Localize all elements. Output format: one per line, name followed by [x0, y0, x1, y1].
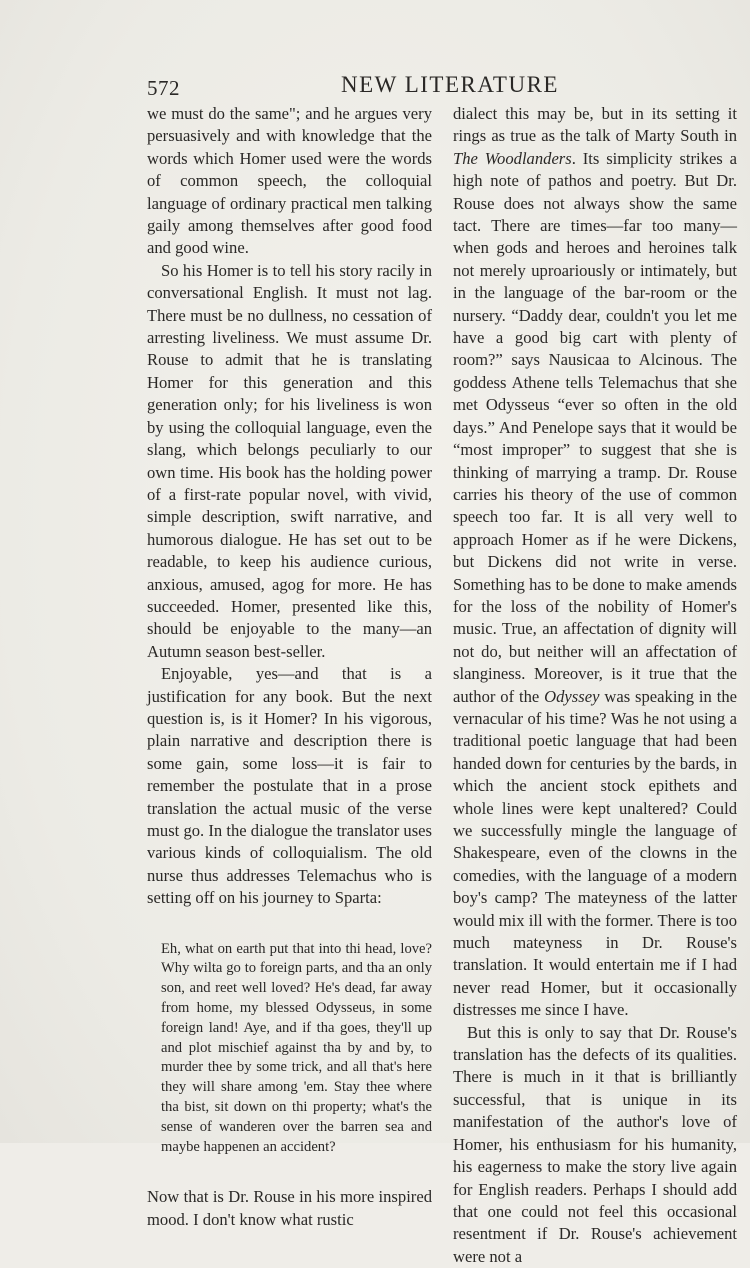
running-head: NEW LITERATURE	[341, 72, 559, 97]
page-number: 572	[147, 76, 180, 100]
page-header	[147, 72, 737, 102]
block-quote: Eh, what on earth put that into thi head, love? Why wilta go to foreign parts, and tha an only son, and reet well loved? He's dead, far away from home, my blessed Odysseus, in some foreign land! Aye, and if tha goes, they'll up and plot mischief against tha by and by, to murder thee by some trick, and all that's here they will share among 'em. Stay thee where tha bist, sit down on thi property; what's the sense of wanderen over the barren sea and maybe happenen an accident?	[161, 940, 432, 1155]
book-title-woodlanders: The Woodlanders	[453, 148, 572, 168]
left-paragraph-2: So his Homer is to tell his story racily in conversational English. It must not lag. There must be no dullness, no cessation of arresting liveliness. We must assume Dr. Rouse to admit that he is translating Homer for this generation and this generation only; for his liveliness is won by using the colloquial language, even the slang, which belongs peculiarly to our own time. His book has the holding power of a first-rate popular novel, with vivid, simple description, swift narrative, and humorous dialogue. He has set out to be readable, to keep his audience curious, anxious, amused, agog for more. He has succeeded. Homer, presented like this, should be enjoyable to the many—an Autumn season best-seller.	[147, 260, 432, 661]
left-column	[147, 103, 432, 1231]
left-paragraph-1: we must do the same"; and he argues very persuasively and with knowledge that the words which Homer used were the words of common speech, the colloquial language of ordinary practical men talking gaily among themselves after good food and good wine.	[147, 104, 432, 258]
right-paragraph-1	[453, 103, 737, 1022]
left-paragraph-3: Enjoyable, yes—and that is a justification for any book. But the next question is, is it Homer? In his vigorous, plain narrative and description there is some gain, some loss—it is fair to remember the postulate that in a prose translation the actual music of the verse must go. In the dialogue the translator uses various kinds of colloquialism. The old nurse thus addresses Telemachus who is setting off on his journey to Sparta:	[147, 664, 432, 908]
left-paragraph-4: Now that is Dr. Rouse in his more inspired mood. I don't know what rustic	[147, 1187, 432, 1229]
right-column	[453, 103, 737, 1268]
right-paragraph-2: But this is only to say that Dr. Rouse's translation has the defects of its qualities. There is much in it that is brilliantly successful, that is unique in its manifestation of the author's love of Homer, his enthusiasm for his humanity, his eagerness to make the story live again for English readers. Perhaps I should add that one could not feel this occasional resentment if Dr. Rouse's achievement were not a	[453, 1022, 737, 1266]
right-paragraph-1-text-a: dialect this may be, but in its setting it rings as true as the talk of Marty South in	[453, 104, 737, 146]
right-paragraph-1-text-b: . Its simplicity strikes a high note of pathos and poetry. But Dr. Rouse does not always show the same tact. There are times—far too many—when gods and heroes and heroines talk not merely uproariously or intimately, but in the language of the bar-room or the nursery. “Daddy dear, couldn't you let me have a good big cart with plenty of room?” says Nausicaa to Alcinous. The goddess Athene tells Telemachus that she met Odysseus “ever so often in the old days.” And Penelope says that it would be “most improper” to suggest that she is thinking of marrying a tramp. Dr. Rouse carries his theory of the use of common speech too far. It is all very well to approach Homer as if he were Dickens, but Dickens did not write in verse. Something has to be done to make amends for the loss of the nobility of Homer's music. True, an affectation of dignity will not do, but neither will an affectation of slanginess. Moreover, is it true that the author of the	[453, 148, 737, 706]
right-paragraph-1-text-c: was speaking in the vernacular of his time? Was he not using a traditional poetic language that had been handed down for centuries by the bards, in which the ancient stock epithets and whole lines were kept unaltered? Could we successfully mingle the language of Shakespeare, even of the clowns in the comedies, with the language of a modern boy's camp? The mateyness of the latter would mix ill with the former. There is too much mateyness in Dr. Rouse's translation. It would entertain me if I had never read Homer, but it occasionally distresses me since I have.	[453, 686, 737, 1020]
book-title-odyssey: Odyssey	[544, 686, 600, 706]
